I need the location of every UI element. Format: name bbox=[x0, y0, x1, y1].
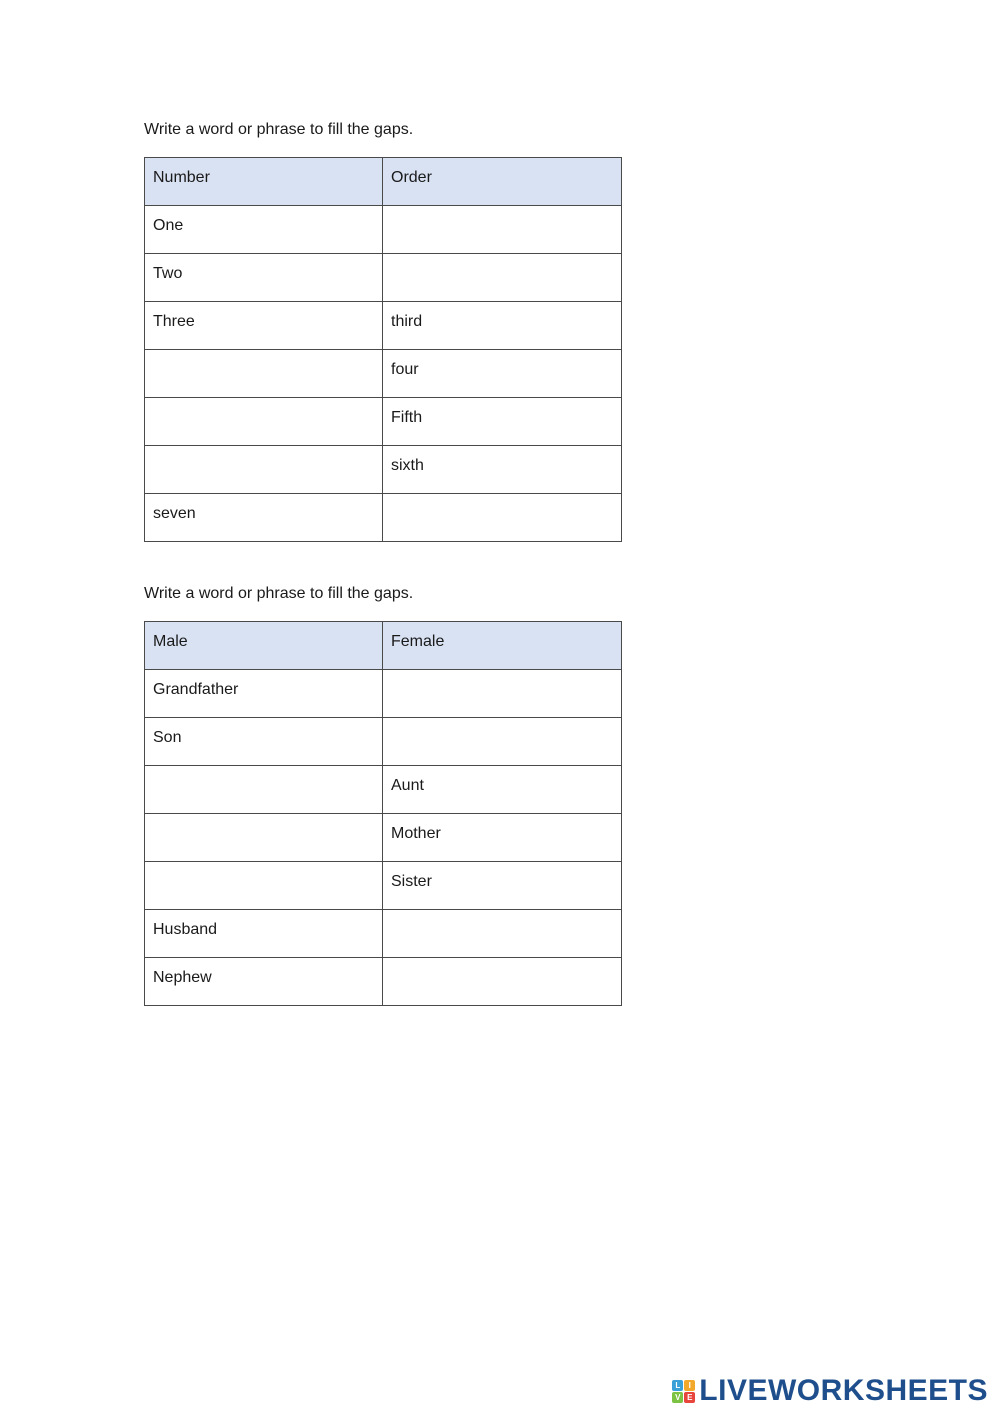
logo-letter-tile: V bbox=[672, 1392, 683, 1403]
cell-text: sixth bbox=[391, 457, 424, 474]
table-body bbox=[145, 206, 622, 542]
header-female: Female bbox=[391, 633, 445, 650]
logo-letter-tile: I bbox=[684, 1380, 695, 1391]
table-cell[interactable] bbox=[145, 814, 383, 862]
liveworksheets-brand bbox=[672, 1374, 988, 1408]
gap-answer-input[interactable] bbox=[145, 350, 382, 397]
table-cell[interactable] bbox=[145, 398, 383, 446]
cell-text: Fifth bbox=[391, 409, 423, 426]
number-order-table bbox=[144, 157, 622, 542]
gap-answer-input[interactable] bbox=[383, 718, 621, 765]
cell-text: Mother bbox=[391, 825, 441, 842]
cell-text: Aunt bbox=[391, 777, 424, 794]
header-cell bbox=[383, 158, 622, 206]
table-cell[interactable] bbox=[383, 670, 622, 718]
table-cell bbox=[145, 302, 383, 350]
gap-answer-input[interactable] bbox=[383, 670, 621, 717]
table-header-row bbox=[145, 622, 622, 670]
gap-answer-input[interactable] bbox=[145, 766, 382, 813]
header-order: Order bbox=[391, 169, 432, 186]
table-body bbox=[145, 670, 622, 1006]
header-cell bbox=[145, 158, 383, 206]
table-row bbox=[145, 302, 622, 350]
cell-text: Sister bbox=[391, 873, 432, 890]
header-cell bbox=[383, 622, 622, 670]
table-cell bbox=[383, 862, 622, 910]
table-row bbox=[145, 254, 622, 302]
cell-text: Nephew bbox=[153, 969, 212, 986]
cell-text: seven bbox=[153, 505, 196, 522]
table-cell bbox=[383, 302, 622, 350]
table-cell[interactable] bbox=[383, 254, 622, 302]
table-cell[interactable] bbox=[145, 350, 383, 398]
cell-text: Grandfather bbox=[153, 681, 239, 698]
table-cell bbox=[145, 910, 383, 958]
table-cell bbox=[145, 958, 383, 1006]
table-row bbox=[145, 446, 622, 494]
table-row bbox=[145, 862, 622, 910]
table-cell bbox=[145, 494, 383, 542]
table-cell[interactable] bbox=[145, 766, 383, 814]
table-row bbox=[145, 398, 622, 446]
cell-text: One bbox=[153, 217, 184, 234]
instruction-text: Write a word or phrase to fill the gaps. bbox=[144, 585, 414, 602]
table-cell bbox=[145, 206, 383, 254]
table-cell[interactable] bbox=[383, 718, 622, 766]
table-cell[interactable] bbox=[383, 494, 622, 542]
table-cell bbox=[383, 814, 622, 862]
brand-name: LIVEWORKSHEETS bbox=[699, 1374, 988, 1407]
table-row bbox=[145, 718, 622, 766]
table-cell[interactable] bbox=[383, 958, 622, 1006]
table-cell[interactable] bbox=[383, 910, 622, 958]
gap-answer-input[interactable] bbox=[145, 398, 382, 445]
table-cell bbox=[145, 718, 383, 766]
header-cell bbox=[145, 622, 383, 670]
gap-answer-input[interactable] bbox=[145, 446, 382, 493]
table-row bbox=[145, 958, 622, 1006]
table-row bbox=[145, 350, 622, 398]
cell-text: Two bbox=[153, 265, 183, 282]
table-row bbox=[145, 766, 622, 814]
table-cell bbox=[145, 670, 383, 718]
table-cell bbox=[383, 398, 622, 446]
gap-answer-input[interactable] bbox=[145, 862, 382, 909]
logo-letter-tile: L bbox=[672, 1380, 683, 1391]
table-cell bbox=[383, 350, 622, 398]
gap-answer-input[interactable] bbox=[383, 958, 621, 1005]
cell-text: Three bbox=[153, 313, 195, 330]
header-number: Number bbox=[153, 169, 210, 186]
table-cell bbox=[145, 254, 383, 302]
table-row bbox=[145, 814, 622, 862]
gap-answer-input[interactable] bbox=[383, 254, 621, 301]
header-male: Male bbox=[153, 633, 188, 650]
table-cell bbox=[383, 446, 622, 494]
gap-answer-input[interactable] bbox=[145, 814, 382, 861]
gap-answer-input[interactable] bbox=[383, 910, 621, 957]
cell-text: Son bbox=[153, 729, 182, 746]
male-female-table bbox=[144, 621, 622, 1006]
table-cell[interactable] bbox=[145, 862, 383, 910]
table-header-row bbox=[145, 158, 622, 206]
cell-text: Husband bbox=[153, 921, 218, 938]
cell-text: third bbox=[391, 313, 423, 330]
cell-text: four bbox=[391, 361, 419, 378]
liveworksheets-logo-icon bbox=[672, 1380, 695, 1403]
table-row bbox=[145, 910, 622, 958]
gap-answer-input[interactable] bbox=[383, 206, 621, 253]
instruction-text: Write a word or phrase to fill the gaps. bbox=[144, 121, 414, 138]
table-cell[interactable] bbox=[145, 446, 383, 494]
table-cell bbox=[383, 766, 622, 814]
gap-answer-input[interactable] bbox=[383, 494, 621, 541]
table-row bbox=[145, 670, 622, 718]
table-row bbox=[145, 494, 622, 542]
table-row bbox=[145, 206, 622, 254]
table-cell[interactable] bbox=[383, 206, 622, 254]
logo-letter-tile: E bbox=[684, 1392, 695, 1403]
